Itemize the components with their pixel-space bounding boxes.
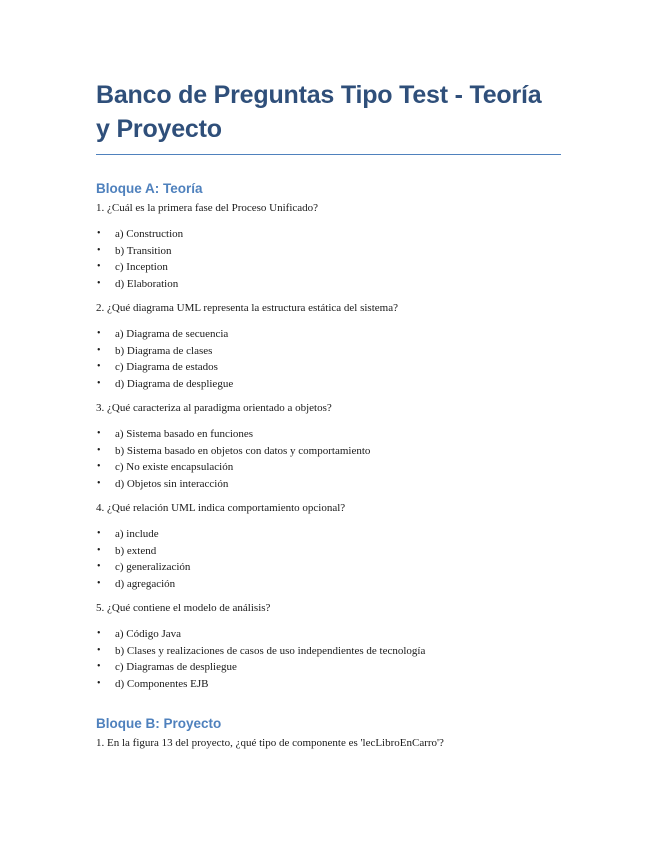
option-item: • d) Objetos sin interacción (96, 476, 561, 493)
bullet-icon: • (97, 444, 101, 456)
question-a2: 2. ¿Qué diagrama UML representa la estructura estática del sistema? (96, 302, 398, 314)
options-a4 (96, 526, 561, 592)
option-item: • c) generalización (96, 559, 561, 576)
option-item: • a) Código Java (96, 626, 561, 643)
bullet-icon: • (97, 661, 101, 672)
option-item: • a) Diagrama de secuencia (96, 326, 561, 343)
bullet-icon: • (97, 577, 101, 589)
bullet-icon: • (97, 628, 101, 639)
bullet-icon: • (97, 244, 101, 256)
bullet-icon: • (97, 644, 101, 656)
option-item: • c) Diagramas de despliegue (96, 659, 561, 676)
option-item: • d) agregación (96, 576, 561, 593)
option-item: • a) Sistema basado en funciones (96, 426, 561, 443)
option-item: • d) Diagrama de despliegue (96, 376, 561, 393)
option-item: • b) Transition (96, 243, 561, 260)
options-a5 (96, 626, 561, 692)
option-item: • d) Elaboration (96, 276, 561, 293)
bullet-icon: • (97, 361, 101, 372)
bullet-icon: • (97, 461, 101, 472)
question-a4: 4. ¿Qué relación UML indica comportamiento opcional? (96, 502, 346, 514)
block-b-heading: Bloque B: Proyecto (96, 716, 222, 731)
bullet-icon: • (97, 377, 101, 389)
option-item: • d) Componentes EJB (96, 676, 561, 693)
option-item: • b) Clases y realizaciones de casos de uso independientes de tecnología (96, 643, 561, 660)
bullet-icon: • (97, 544, 101, 556)
bullet-icon: • (97, 228, 101, 239)
bullet-icon: • (97, 477, 101, 489)
question-a3: 3. ¿Qué caracteriza al paradigma orientado a objetos? (96, 402, 332, 414)
option-item: • b) Diagrama de clases (96, 343, 561, 360)
document-page (96, 78, 561, 750)
option-item: • b) extend (96, 543, 561, 560)
page-title: Banco de Preguntas Tipo Test - Teoría y Proyecto (96, 78, 561, 155)
bullet-icon: • (97, 328, 101, 339)
bullet-icon: • (97, 277, 101, 289)
bullet-icon: • (97, 528, 101, 539)
block-a-heading: Bloque A: Teoría (96, 181, 203, 196)
bullet-icon: • (97, 561, 101, 572)
option-item: • c) Diagrama de estados (96, 359, 561, 376)
bullet-icon: • (97, 261, 101, 272)
options-a3 (96, 426, 561, 492)
option-item: • c) No existe encapsulación (96, 459, 561, 476)
question-b1: 1. En la figura 13 del proyecto, ¿qué tipo de componente es 'lecLibroEnCarro'? (96, 737, 444, 749)
options-a1 (96, 226, 561, 292)
option-item: • b) Sistema basado en objetos con datos y comportamiento (96, 443, 561, 460)
option-item: • c) Inception (96, 259, 561, 276)
question-a1: 1. ¿Cuál es la primera fase del Proceso Unificado? (96, 202, 319, 214)
option-item: • a) Construction (96, 226, 561, 243)
question-a5: 5. ¿Qué contiene el modelo de análisis? (96, 602, 271, 614)
options-a2 (96, 326, 561, 392)
bullet-icon: • (97, 428, 101, 439)
bullet-icon: • (97, 344, 101, 356)
option-item: • a) include (96, 526, 561, 543)
bullet-icon: • (97, 677, 101, 689)
